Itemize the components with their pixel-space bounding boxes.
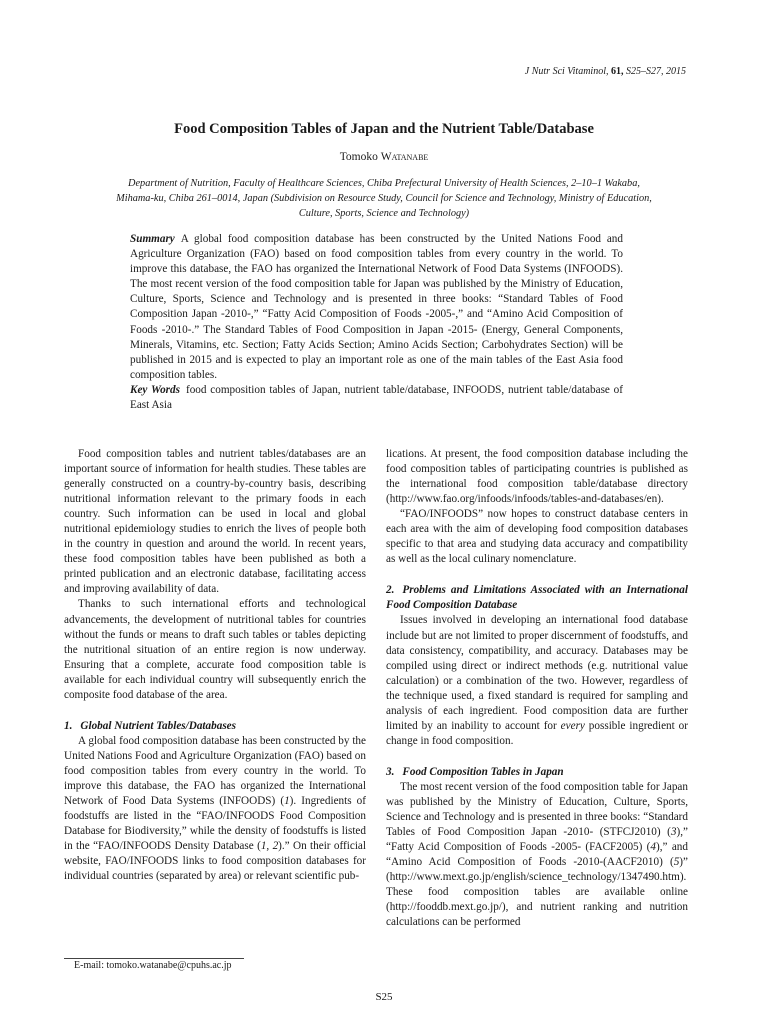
- journal-reference: [525, 66, 686, 77]
- abstract: [130, 232, 623, 413]
- section-3-number: 3.: [386, 765, 395, 778]
- text-run: possible ingredient or change in food composition.: [386, 719, 688, 747]
- section-1-paragraph-1: [64, 734, 366, 884]
- section-1-title: Global Nutrient Tables/Databases: [80, 719, 236, 732]
- citation-ref: 1: [284, 795, 290, 808]
- emphasis: every: [560, 719, 585, 732]
- footnote-email: E-mail: tomoko.watanabe@cpuhs.ac.jp: [74, 960, 232, 971]
- keywords-label: Key Words: [130, 383, 180, 396]
- citation-ref: 3: [670, 826, 677, 839]
- left-column: [64, 447, 366, 884]
- section-3-heading: [386, 765, 688, 780]
- summary-text: A global food composition database has been constructed by the United Nations Food and Agriculture Organization (FAO) based on food composition tables from every country in the world. To improve this database, the FAO has organized the International Network of Food Data Systems (INFOODS). The most recent version of the food composition table for Japan was published by the Ministry of Education, Culture, Sports, Science and Technology and is presented in three books: “Standard Tables of Food Composition Japan -2010-,” “Fatty Acid Composition of Foods -2005-,” and “Amino Acid Composition of Foods -2010-.” The Standard Tables of Food Composition in Japan -2015- (Energy, General Components, Minerals, Vitamins, etc. Section; Fatty Acids Section; Amino Acids Section; Carbohydrates Section) will be published in 2015 and is expected to play an important role as one of the main tables of the East Asia food composition tables.: [130, 233, 623, 381]
- section-2-paragraph-1: [386, 613, 688, 748]
- text-run: ).” On their official website, FAO/INFOODS links to food composition databases for individual countries (separated by area) or relevant scientific pub-: [64, 840, 366, 883]
- page-number: S25: [375, 991, 393, 1003]
- text-run: The most recent version of the food composition table for Japan was published by the Ministry of Education, Culture, Sports, Science and Technology and is presented in three books: “Standard Tables of Food Composition Japan -2010- (STFCJ2010) (: [386, 780, 688, 839]
- section-2-heading: [386, 583, 688, 613]
- paper-title: Food Composition Tables of Japan and the Nutrient Table/Database: [174, 121, 594, 137]
- section-3-title: Food Composition Tables in Japan: [402, 765, 564, 778]
- author-given-name: Tomoko: [339, 151, 378, 163]
- citation-ref: 4: [650, 841, 657, 854]
- section-2-title: Problems and Limitations Associated with an International Food Composition Database: [386, 584, 688, 612]
- text-run: Issues involved in developing an international food database include but are not limited to proper discernment of foodstuffs, and data consistency, compatibility, and accuracy. Databases may be compiled using direct or indirect methods (e.g. nutritional value calculation) or a combination of the two. However, regardless of the technique used, a fixed standard is required for sampling and analysis of each ingredient. Food composition data are further limited by an inability to account for: [386, 614, 688, 732]
- author-name: [80, 151, 688, 163]
- summary-paragraph: [130, 232, 623, 383]
- journal-name: J Nutr Sci Vitaminol,: [524, 66, 609, 77]
- section-1-number: 1.: [64, 719, 73, 732]
- citation-ref: 5: [673, 856, 680, 869]
- text-run: ),” and “Amino Acid Composition of Foods -2010-(AACF2010) (: [386, 841, 688, 869]
- text-run: )” (http://www.mext.go.jp/english/science_technology/1347490.htm). These food composition tables are available online (http://fooddb.mext.go.jp/), and nutrient ranking and nutrition calculations can be performed: [386, 856, 688, 929]
- text-run: A global food composition database has been constructed by the United Nations Food and Agriculture Organization (FAO) based on food composition tables from every country in the world. To improve this database, the FAO has organized the International Network of Food Data Systems (INFOODS) (: [64, 734, 366, 808]
- section-2-number: 2.: [386, 584, 395, 597]
- summary-label: Summary: [130, 233, 175, 245]
- intro-paragraph-2: Thanks to such international efforts and technological advancements, the development of nutritional tables for countries without the funds or means to draft such tables or tables depicting the nutritional situation of an entire region is now underway. Ensuring that a complete, accurate food composition table is available for each individual country will subsequently enrich the composite food database of the area.: [64, 598, 366, 701]
- keywords-paragraph: [130, 383, 623, 413]
- footnote-divider: [64, 958, 244, 959]
- text-run: ). Ingredients of foodstuffs are listed in the “FAO/INFOODS Food Composition Database for Biodiversity,” while the density of foodstuffs is listed in the “FAO/INFOODS Density Database (: [64, 795, 366, 853]
- text-run: ),” “Fatty Acid Composition of Foods -2005- (FACF2005) (: [386, 826, 688, 854]
- author-family-name: Watanabe: [380, 151, 429, 163]
- author-affiliation: Department of Nutrition, Faculty of Healthcare Sciences, Chiba Prefectural University of Health Sciences, 2–10–1 Wakaba, Mihama-ku, Chiba 261–0014, Japan (Subdivision on Resource Study, Council for Science and Technology, Ministry of Education, Culture, Sports, Science and Technology): [116, 178, 652, 219]
- section-1-heading: [64, 719, 366, 734]
- journal-pages: S25–S27, 2015: [626, 66, 686, 77]
- citation-ref: 1, 2: [260, 840, 279, 853]
- section-3-paragraph-1: [386, 780, 688, 930]
- journal-volume: 61,: [611, 66, 624, 77]
- infoods-paragraph: “FAO/INFOODS” now hopes to construct database centers in each area with the aim of developing food composition databases specific to that area and studying data accuracy and compatibility as well as the local culinary nomenclature.: [386, 508, 688, 566]
- right-column: [386, 447, 688, 930]
- keywords-text: food composition tables of Japan, nutrient table/database, INFOODS, nutrient table/database of East Asia: [130, 383, 623, 412]
- continued-paragraph: lications. At present, the food composition database including the food composition tables of participating countries is published as the international food composition table/database directory (http://www.fao.org/infoods/infoods/tables-and-databases/en).: [386, 448, 688, 506]
- intro-paragraph-1: Food composition tables and nutrient tables/databases are an important source of information for health studies. These tables are generally constructed on a country-by-country basis, describing nutritional information relevant to the primary foods in each country. Such information can be used in local and global nutritional epidemiology studies to enrich the lives of people both in the country in question and around the world. In recent years, these food composition tables have been published as both a printed publication and an electronic database, facilitating access and improving availability of data.: [64, 448, 366, 596]
